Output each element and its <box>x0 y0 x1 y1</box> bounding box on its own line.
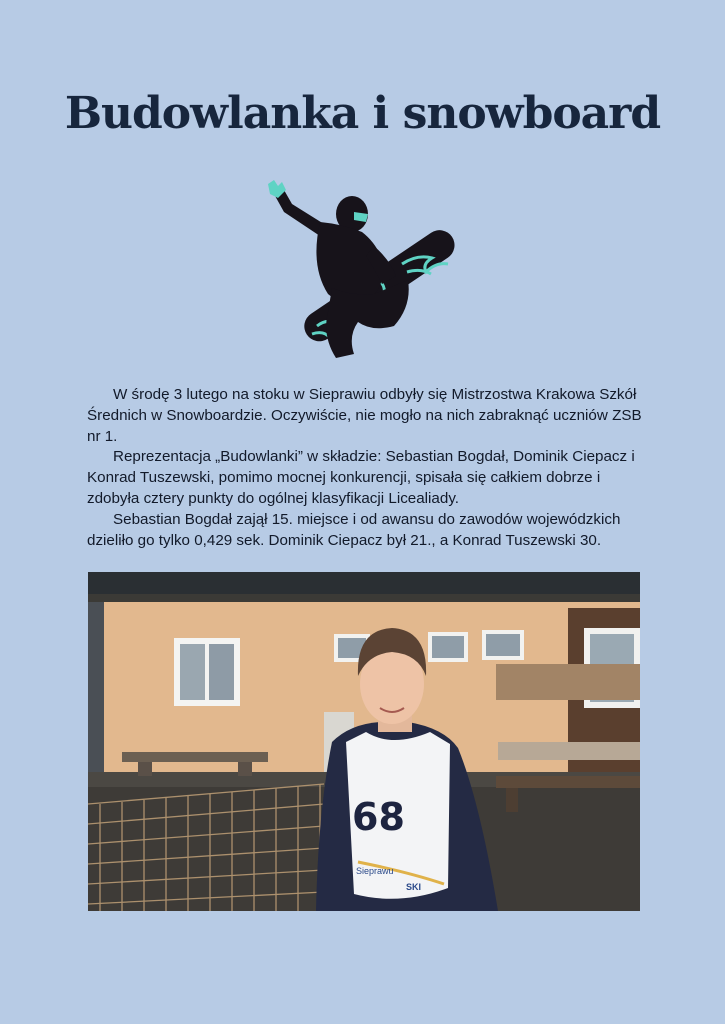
article-paragraph-3: Sebastian Bogdał zajął 15. miejsce i od awansu do zawodów wojewódzkich dzieliło go tylko 0,429 sek. Dominik Ciepacz był 21., a Konrad Tuszewski 30. <box>87 510 621 549</box>
article-paragraph-2: Reprezentacja „Budowlanki” w składzie: Sebastian Bogdał, Dominik Ciepacz i Konrad Tuszewski, pomimo mocnej konkurencji, spisała się całkiem dobrze i zdobyła cztery punkty do ogólnej klasyfikacji Licealiady. <box>87 448 635 507</box>
article-photo <box>88 572 640 911</box>
bib-sponsor: Sieprawu <box>356 866 394 876</box>
page-title: Budowlanka i snowboard <box>64 88 661 139</box>
bib-number: 68 <box>352 795 405 839</box>
bib-sponsor-suffix: SKI <box>406 882 422 892</box>
article-body <box>87 385 647 551</box>
roof <box>88 572 640 594</box>
rider <box>268 180 409 358</box>
article-paragraph-1: W środę 3 lutego na stoku w Sieprawiu odbyły się Mistrzostwa Krakowa Szkół Średnich w Snowboardzie. Oczywiście, nie mogło na nich zabraknąć uczniów ZSB nr 1. <box>87 386 642 445</box>
window <box>174 638 240 706</box>
snowboarder-silhouette-icon <box>262 176 462 366</box>
